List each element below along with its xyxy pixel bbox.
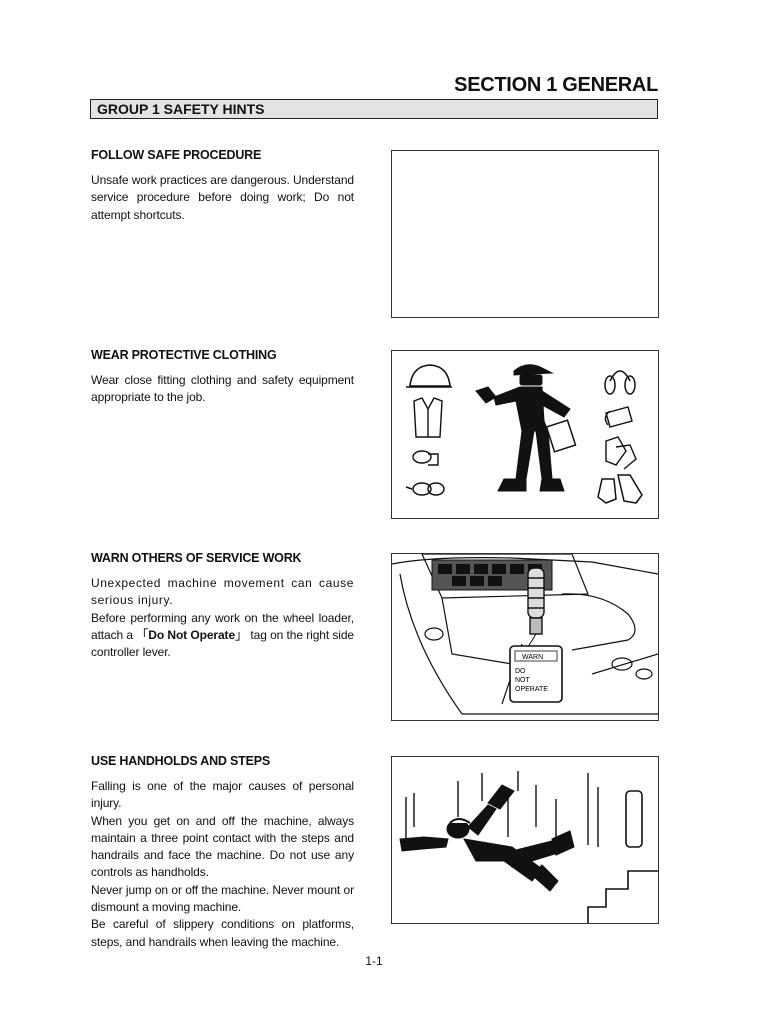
protective-clothing-figure [391,350,659,519]
section-heading: WARN OTHERS OF SERVICE WORK [91,551,302,565]
falling-person-figure [391,756,659,924]
section-warn-others [91,551,354,661]
section-wear-protective-clothing [91,348,354,407]
section-paragraph: Be careful of slippery conditions on platforms, steps, and handrails when leaving the machine. [91,917,354,949]
do-not-operate-label: 「Do Not Operate」 [136,627,248,642]
section-heading: USE HANDHOLDS AND STEPS [91,754,270,768]
section-paragraph: Wear close fitting clothing and safety equipment appropriate to the job. [91,373,354,405]
tag-line-operate: OPERATE [515,686,548,693]
work-gloves-icon [606,437,636,469]
section-heading: FOLLOW SAFE PROCEDURE [91,148,262,162]
do-not-operate-tag [510,634,562,702]
page-number: 1-1 [365,954,383,968]
controller-lever-icon [528,568,544,634]
safety-vest-icon [414,398,442,437]
section-paragraph: Unsafe work practices are dangerous. Understand service procedure before doing work; Do not attempt shortcuts. [91,173,354,222]
warning-tag-figure [391,553,659,721]
safety-boots-icon [598,475,642,503]
section-paragraph: When you get on and off the machine, always maintain a three point contact with the steps and handrails and face the machine. Do not use any controls as handholds. [91,813,354,880]
group-title: GROUP 1 SAFETY HINTS [97,101,265,117]
paragraph-text: tag on the right side controller lever. [91,627,354,660]
section-paragraph: Never jump on or off the machine. Never mount or dismount a moving machine. [91,882,354,915]
section-heading: WEAR PROTECTIVE CLOTHING [91,348,277,362]
falling-person-illustration [392,757,658,923]
section-paragraph [91,610,354,662]
glove-icon [413,451,438,465]
tag-line-do: DO [515,668,526,675]
controller-lever-illustration [392,554,658,720]
section-paragraph: Unexpected machine movement can cause serious injury. [91,576,354,608]
hard-hat-icon [406,365,452,387]
tag-warn-label: WARN [522,654,544,661]
worker-figure-icon [476,365,575,491]
goggles-icon [406,483,444,495]
respirator-icon [605,407,632,427]
protective-clothing-illustration [392,351,658,518]
section-title: SECTION 1 GENERAL [454,74,658,96]
group-title-bar [90,99,658,119]
blank-figure-frame [391,150,659,318]
falling-worker-icon [400,785,574,891]
section-use-handholds [91,754,354,951]
ear-muffs-icon [605,371,635,394]
tag-line-not: NOT [515,677,530,684]
paragraph-text: Before performing any work on the wheel loader, attach a [91,610,354,642]
section-follow-safe-procedure [91,148,354,224]
section-paragraph: Falling is one of the major causes of personal injury. [91,779,354,811]
